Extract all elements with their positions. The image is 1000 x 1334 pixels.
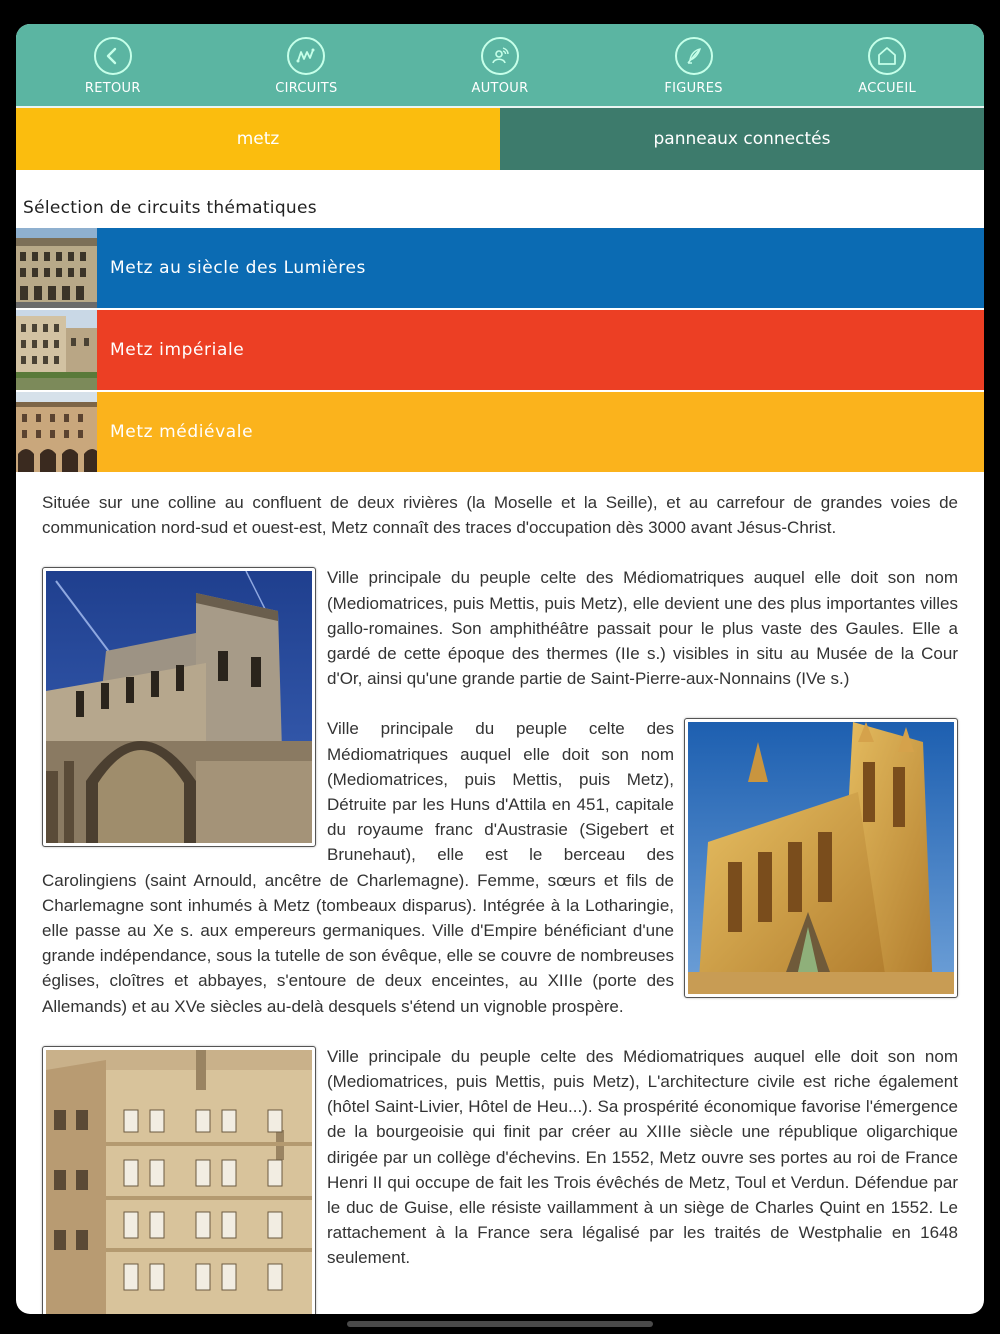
back-chevron-icon <box>94 37 132 75</box>
section-title: Sélection de circuits thématiques <box>23 198 317 218</box>
circuit-path-icon <box>287 37 325 75</box>
article-intro: Située sur une colline au confluent de deux rivières (la Moselle et la Seille), et au carrefour de grandes voies de communication nord-sud et ouest-est, Metz connaît des traces d'occupation dès 3000 avant Jésus-Christ. <box>42 493 958 538</box>
circuit-item-imperiale[interactable] <box>16 310 984 390</box>
article-body <box>42 490 958 1314</box>
circuit-label: Metz impériale <box>110 340 245 360</box>
circuit-thumbnail <box>16 310 97 390</box>
circuit-label: Metz médiévale <box>110 422 254 442</box>
nav-accueil[interactable] <box>790 24 984 106</box>
app-screen <box>16 24 984 1314</box>
nav-circuits[interactable] <box>210 24 404 106</box>
home-indicator[interactable] <box>347 1321 653 1327</box>
location-person-icon <box>481 37 519 75</box>
home-icon <box>868 37 906 75</box>
figure-hotel-saint-livier <box>42 1046 316 1314</box>
circuit-thumbnail <box>16 392 97 472</box>
circuit-thumbnail <box>16 228 97 308</box>
figure-saint-pierre-aux-nonnains <box>42 567 316 847</box>
nav-figures[interactable] <box>597 24 791 106</box>
circuit-label: Metz au siècle des Lumières <box>110 258 367 278</box>
tab-panneaux-connectes[interactable]: panneaux connectés <box>500 108 984 170</box>
figure-cathedrale-saint-etienne <box>684 718 958 998</box>
nav-label: RETOUR <box>84 81 141 96</box>
circuit-item-medievale[interactable] <box>16 392 984 472</box>
tab-metz[interactable]: metz <box>16 108 500 170</box>
nav-autour[interactable] <box>403 24 597 106</box>
nav-label: FIGURES <box>664 81 723 96</box>
nav-label: CIRCUITS <box>275 81 338 96</box>
nav-label: ACCUEIL <box>858 81 917 96</box>
tab-bar <box>16 108 984 170</box>
nav-label: AUTOUR <box>471 81 529 96</box>
article-paragraph-2: Ville principale du peuple celte des Médiomatriques auquel elle doit son nom (Mediomatrices, puis Mettis, puis Metz), Détruite par les Huns d'Attila en 451, capitale du royaume franc d'Austrasie (Sigebert et Brunehaut), elle est le berceau des Carolingiens (saint Arnould, ancêtre de Charlemagne). Femme, sœurs et fils de Charlemagne sont inhumés à Metz (tombeaux disparus). Intégrée à la Lotharingie, elle passe au Xe s. aux empereurs germaniques. Ville d'Empire bénéficiant d'une grande indépendance, sous la tutelle de son évêque, elle se couvre de nombreuses églises, cloîtres et abbayes, s'entoure de deux enceintes, au XIIIe (porte des Allemands) et au XVe siècles au-delà desquels s'étend un vignoble prospère. <box>42 719 674 1016</box>
quill-figure-icon <box>675 37 713 75</box>
top-navigation <box>16 24 984 108</box>
article-paragraph-3: Ville principale du peuple celte des Médiomatriques auquel elle doit son nom (Mediomatrices, puis Mettis, puis Metz), L'architecture civile est riche également (hôtel Saint-Livier, Hôtel de Heu...). Sa prospérité économique favorise l'émergence de la bourgeoisie qui finit par créer au XIIIe siècle une république oligarchique dirigée par un collège d'échevins. En 1552, Metz ouvre ses portes au roi de France Henri II qui occupe de fait les Trois évêchés de Metz, Toul et Verdun. Défendue par le duc de Guise, elle résiste vaillamment à un siège de Charles Quint en 1552. Le rattachement à la France sera légalisé par les traités de Westphalie en 1648 seulement. <box>327 1046 958 1268</box>
nav-retour[interactable] <box>16 24 210 106</box>
article-paragraph-1: Ville principale du peuple celte des Médiomatriques auquel elle doit son nom (Mediomatrices, puis Mettis, puis Metz), elle devient une des plus importantes villes gallo-romaines. Son amphithéâtre passait pour le plus vaste des Gaules. Elle a gardé de cette époque des thermes (IIe s.) visibles in situ au Musée de la Cour d'Or, ainsi qu'une grande partie de Saint-Pierre-aux-Nonnains (IVe s.) <box>327 568 958 689</box>
circuit-item-lumieres[interactable] <box>16 228 984 308</box>
